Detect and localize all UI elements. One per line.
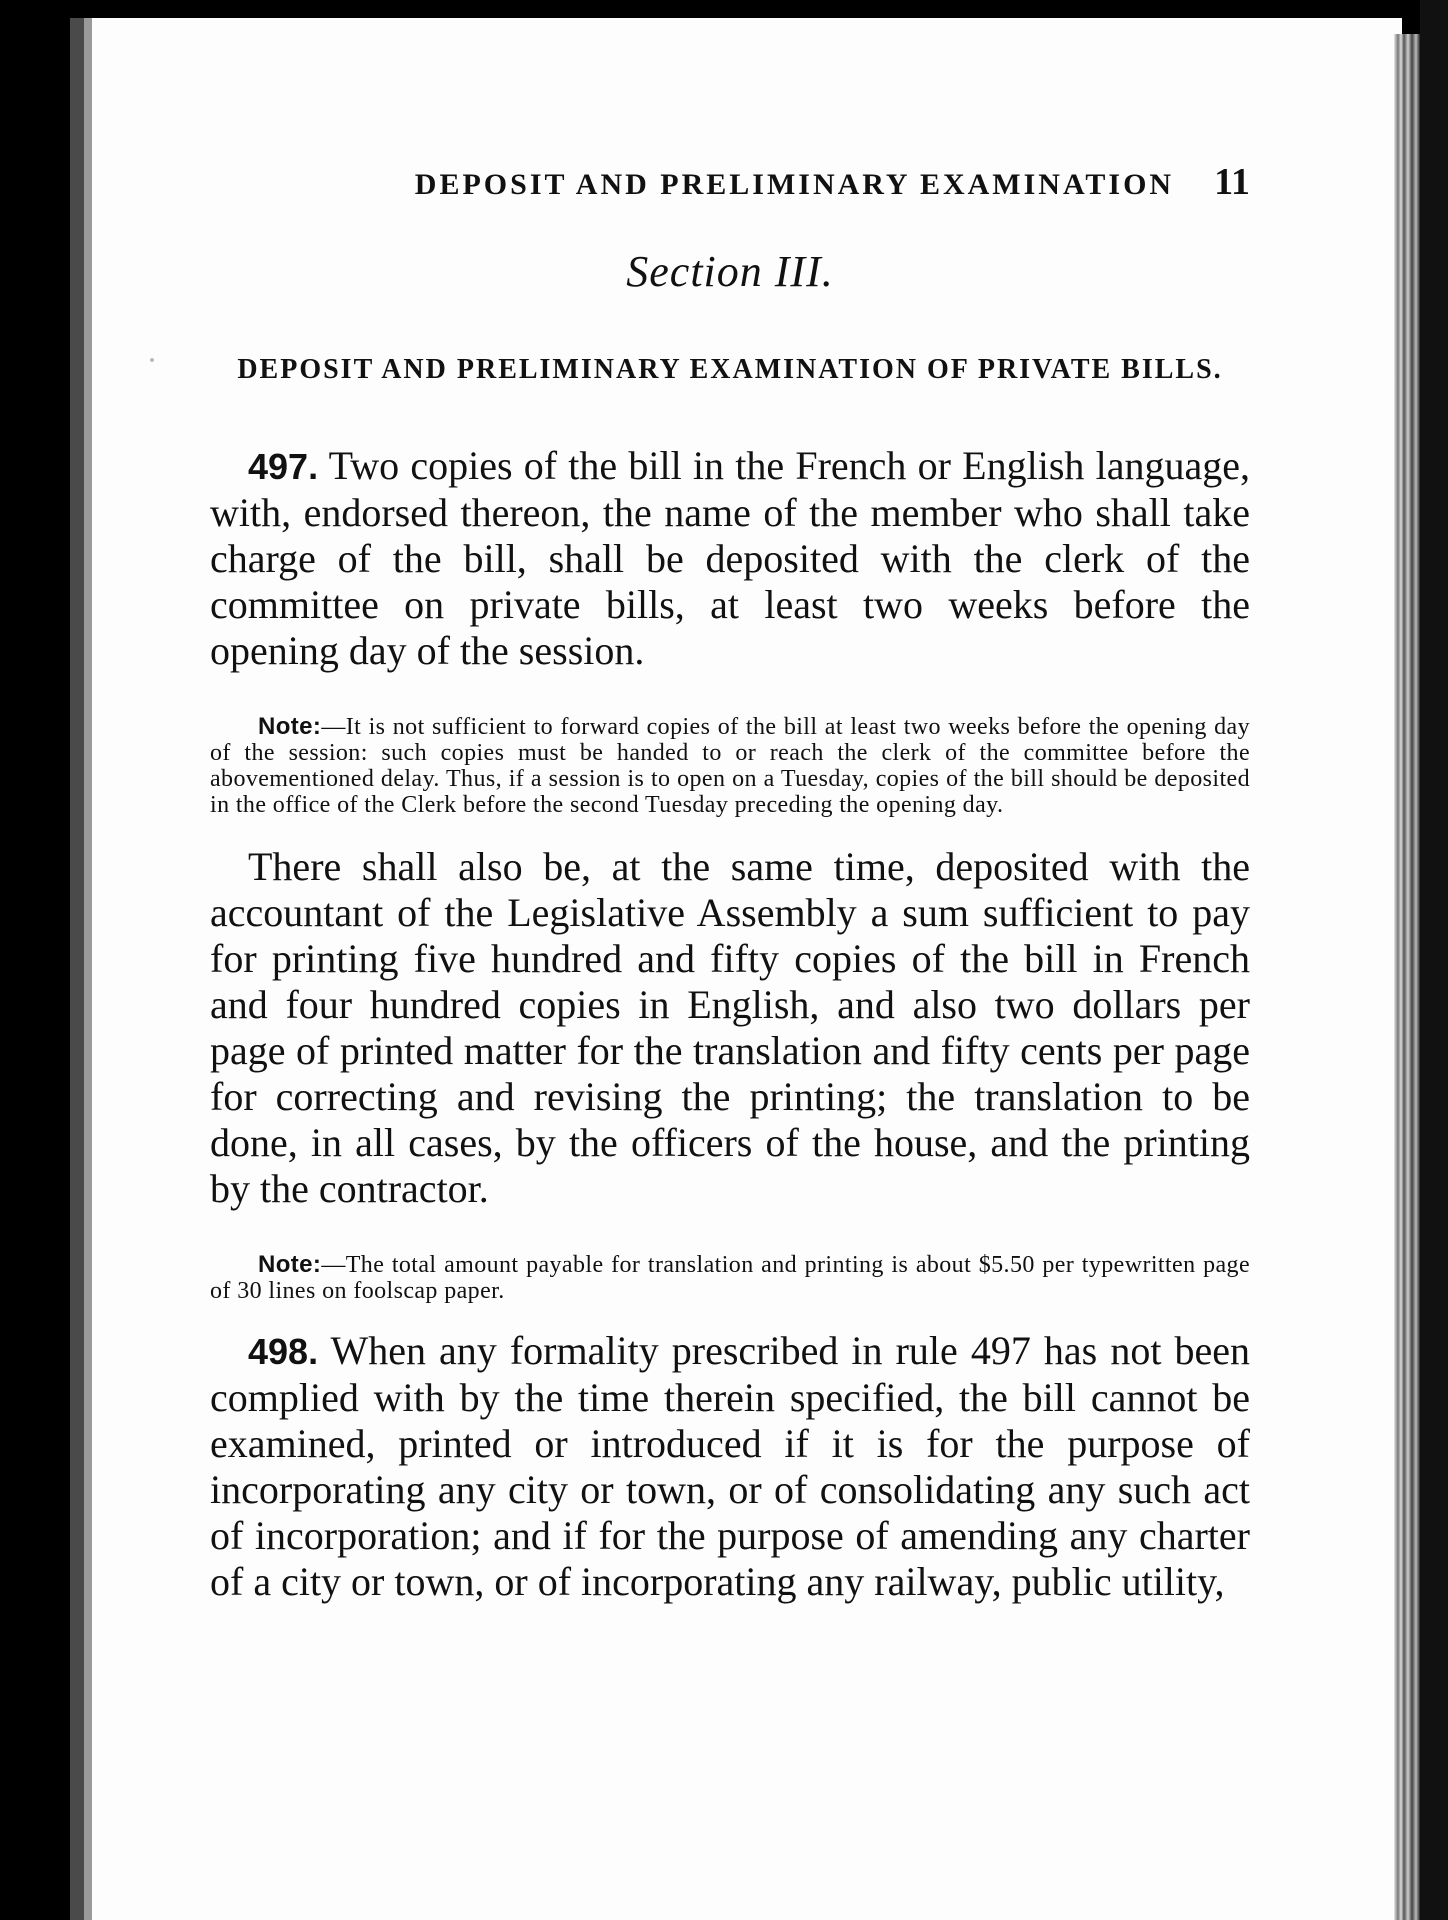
section-subtitle: DEPOSIT AND PRELIMINARY EXAMINATION OF PRIVATE BILLS. <box>237 354 1223 385</box>
rule-498-text: When any formality prescribed in rule 497 has not been complied with by the time therein specified, the bill cannot be examined, printed or introduced if it is for the purpose of incorporating any city or town, or of consolidating any such act of incorporation; and if for the purpose of amending any charter of a city or town, or of incorporating any railway, public utility, <box>210 1328 1251 1604</box>
rule-497-second-paragraph: There shall also be, at the same time, deposited with the accountant of the Legislative Assembly a sum sufficient to pay for printing five hundred and fifty copies of the bill in French and four hundred copies in English, and also two dollars per page of printed matter for the translation and fifty cents per page for correcting and revising the printing; the translation to be done, in all cases, by the officers of the house, and the printing by the contractor. <box>210 844 1250 1211</box>
section-title: Section III. <box>626 247 834 296</box>
rule-497-note <box>210 714 1250 818</box>
rule-497-note-2 <box>210 1252 1250 1304</box>
note-2-text: —The total amount payable for translation and printing is about $5.50 per typewritten page of 30 lines on foolscap paper. <box>210 1252 1250 1304</box>
running-head <box>210 160 1250 204</box>
page-content <box>210 160 1250 1645</box>
scan-speck <box>150 358 154 362</box>
page-number: 11 <box>1214 161 1250 203</box>
note-2-label: Note: <box>258 1251 322 1278</box>
rule-497-number: 497. <box>248 446 319 487</box>
note-label: Note: <box>258 713 322 740</box>
rule-498-paragraph <box>210 1328 1250 1605</box>
rule-497-paragraph <box>210 443 1250 674</box>
book-spine-shadow <box>70 18 84 1920</box>
scan-border-right <box>1420 0 1448 1920</box>
rule-497-text: Two copies of the bill in the French or English language, with, endorsed thereon, the name of the member who shall take charge of the bill, shall be deposited with the clerk of the committee on private bills, at least two weeks before the opening day of the session. <box>210 443 1250 673</box>
running-head-title: DEPOSIT AND PRELIMINARY EXAMINATION <box>414 168 1175 201</box>
rule-498-number: 498. <box>248 1331 319 1372</box>
note-text: —It is not sufficient to forward copies of the bill at least two weeks before the opening day of the session: such copies must be handed to or reach the clerk of the committee before the abovementioned delay. Thus, if a session is to open on a Tuesday, copies of the bill should be deposited in the office of the Clerk before the second Tuesday preceding the opening day. <box>210 714 1250 818</box>
page-edges <box>1394 34 1420 1920</box>
book-gutter <box>84 18 92 1920</box>
